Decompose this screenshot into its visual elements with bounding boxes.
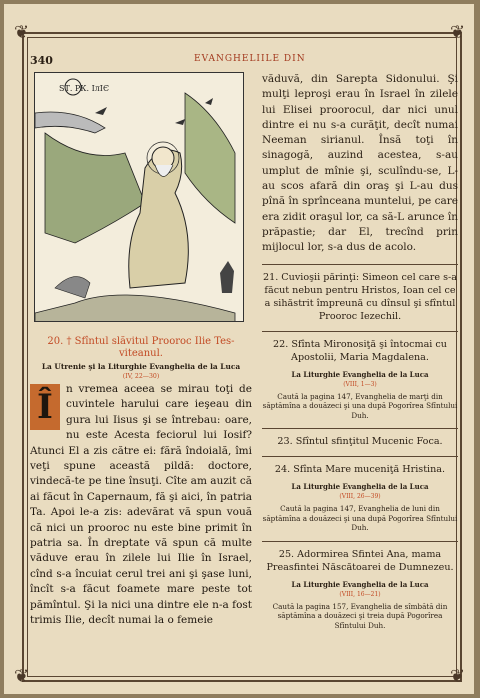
saint-entry-21: 21. Cuvioşii părinţi: Simeon cel care s-a făcut nebun pentru Hristos, Ioan cel ce a sihăstrit împreună cu dînsul şi sfîntul Prooroc Iezechil. bbox=[263, 271, 457, 322]
liturgy-heading: La Utrenie şi la Liturghie Evanghelia de la Luca bbox=[41, 362, 241, 371]
drop-cap: Î bbox=[30, 384, 60, 430]
gospel-continuation: văduvă, din Sarepta Sidonului. Şi mulţi leproşi erau în Israel în zilele lui Elisei proorocul, dar nici unul dintre ei nu s-a curăţit, decît numai Neeman sirianul. Însă toţi în sinagogă, auzind acestea, s-au umplut de mînie şi, sculîndu-se, L-au scos afară din oraş şi L-au dus pînă în sprînceana muntelui, pe care era zidit oraşul lor, ca să-L arunce în prăpastie; dar El, trecînd prin mijlocul lor, s-a dus de acolo. bbox=[262, 73, 458, 254]
page-number: 340 bbox=[30, 54, 53, 67]
running-title: EVANGHELIILE DIN bbox=[194, 54, 306, 64]
divider bbox=[262, 456, 458, 457]
prophet-elijah-icon bbox=[34, 72, 244, 322]
liturgy-heading: La Liturghie Evanghelia de la Luca bbox=[291, 579, 429, 589]
gospel-reference: (IV, 22—30) bbox=[122, 373, 160, 380]
corner-ornament-icon: ❦ bbox=[14, 666, 30, 687]
divider bbox=[262, 264, 458, 265]
saint-entry-23: 23. Sfîntul sfinţitul Mucenic Foca. bbox=[277, 436, 443, 448]
saint-entry-24: 24. Sfînta Mare muceniţă Hristina. bbox=[274, 464, 446, 476]
divider bbox=[262, 541, 458, 542]
left-column bbox=[30, 72, 252, 629]
gospel-reference: (VIII, 16—21) bbox=[339, 590, 381, 598]
right-column bbox=[262, 72, 458, 630]
cross-reference-note: Caută la pagina 147, Evanghelia de marţi din săptămîna a douăzeci şi una după Pogorîrea Sfîntului Duh. bbox=[262, 391, 458, 420]
corner-ornament-icon: ❦ bbox=[14, 22, 30, 43]
liturgy-heading: La Liturghie Evanghelia de la Luca bbox=[291, 369, 429, 379]
gospel-reference: (VIII, 1—3) bbox=[343, 380, 377, 388]
icon-caption: ЅТ. РК. ІлІЄ bbox=[59, 84, 110, 93]
gospel-body: n vremea aceea se mirau toţi de cuvintele harului care ieşeau din gura lui Iisus şi se întrebau: oare, nu este Acesta feciorul lui Iosif? Atunci El a zis către ei: fără îndoială, îmi veţi spune această pildă: doctore, vindecă-te pe tine însuţi. Cîte am auzit că ai făcut în Capernaum, fă şi aici, în patria Ta. Apoi le-a zis: adevărat vă spun vouă că nici un prooroc nu este bine primit în patria sa. În dreptate vă spun că multe văduve erau în zilele lui Ilie în Israel, cînd s-a încuiat cerul trei ani şi şase luni, încît s-a făcut foamete mare peste tot pămîntul. Şi la nici una dintre ele n-a fost trimis Ilie, decît numai la o femeie bbox=[30, 383, 252, 627]
saint-entry-22: 22. Sfînta Mironosiţă şi întocmai cu Apostolii, Maria Magdalena. bbox=[273, 338, 447, 363]
gospel-text bbox=[30, 382, 252, 629]
cross-reference-note: Caută la pagina 157, Evanghelia de sîmbătă din săptămîna a douăzeci şi treia după Pogorîrea Sfîntului Duh. bbox=[272, 601, 448, 630]
cross-reference-note: Caută la pagina 147, Evanghelia de luni din săptămîna a douăzeci şi una după Pogorîrea Sfîntului Duh. bbox=[262, 504, 458, 533]
book-page bbox=[4, 4, 474, 694]
divider bbox=[262, 331, 458, 332]
gospel-reference: (VIII, 26—39) bbox=[339, 493, 381, 501]
saint-entry-25: 25. Adormirea Sfintei Ana, mama Preasfintei Născătoarei de Dumnezeu. bbox=[266, 548, 454, 573]
corner-ornament-icon: ❦ bbox=[450, 22, 466, 43]
feast-title: 20. † Sfîntul slăvitul Prooroc Ilie Tes-viteanul. bbox=[47, 336, 235, 359]
corner-ornament-icon: ❦ bbox=[450, 666, 466, 687]
divider bbox=[262, 428, 458, 429]
liturgy-heading: La Liturghie Evanghelia de la Luca bbox=[291, 482, 429, 492]
